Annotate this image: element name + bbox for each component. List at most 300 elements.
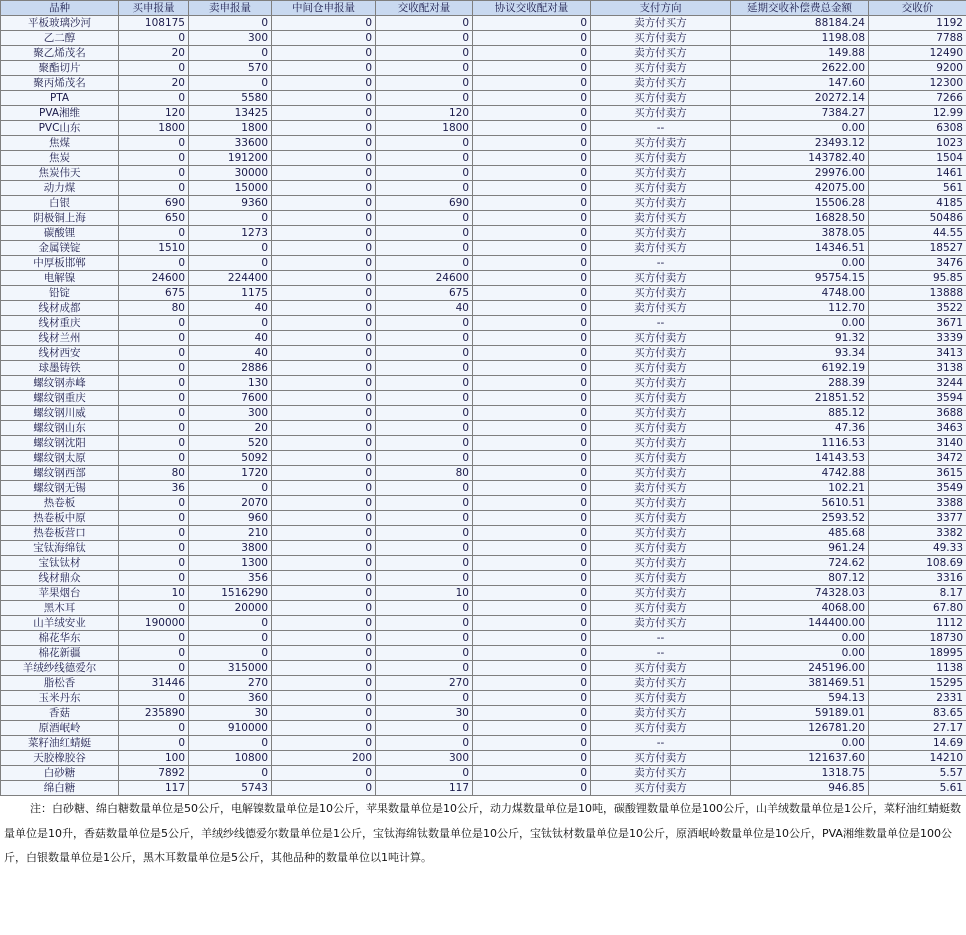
delivery-price-cell: 3138: [869, 361, 966, 376]
agreement-matched-cell: 0: [473, 241, 591, 256]
variety-cell: 菜籽油红蜻蜓: [1, 736, 119, 751]
buy-declared-cell: 108175: [119, 16, 189, 31]
delivery-matched-cell: 0: [376, 721, 473, 736]
payment-direction-cell: 卖方付买方: [591, 301, 731, 316]
payment-direction-cell: 买方付卖方: [591, 751, 731, 766]
table-row: [1, 271, 966, 286]
payment-direction-cell: 买方付卖方: [591, 31, 731, 46]
agreement-matched-cell: 0: [473, 46, 591, 61]
agreement-matched-cell: 0: [473, 376, 591, 391]
delivery-matched-cell: 0: [376, 496, 473, 511]
buy-declared-cell: 36: [119, 481, 189, 496]
delivery-matched-cell: 0: [376, 256, 473, 271]
intermediate-declared-cell: 0: [272, 781, 376, 796]
compensation-total-cell: 16828.50: [731, 211, 869, 226]
table-row: [1, 541, 966, 556]
payment-direction-cell: 买方付卖方: [591, 286, 731, 301]
compensation-total-cell: 93.34: [731, 346, 869, 361]
compensation-total-cell: 1318.75: [731, 766, 869, 781]
table-row: [1, 301, 966, 316]
payment-direction-cell: 卖方付买方: [591, 676, 731, 691]
payment-direction-cell: 买方付卖方: [591, 721, 731, 736]
payment-direction-cell: 买方付卖方: [591, 586, 731, 601]
table-row: [1, 451, 966, 466]
variety-cell: 阴极铜上海: [1, 211, 119, 226]
agreement-matched-cell: 0: [473, 571, 591, 586]
sell-declared-cell: 300: [189, 406, 272, 421]
payment-direction-cell: 买方付卖方: [591, 136, 731, 151]
intermediate-declared-cell: 0: [272, 556, 376, 571]
column-header-intermediate-declared: 中间仓申报量: [272, 1, 376, 16]
agreement-matched-cell: 0: [473, 136, 591, 151]
sell-declared-cell: 0: [189, 616, 272, 631]
agreement-matched-cell: 0: [473, 196, 591, 211]
table-row: [1, 676, 966, 691]
intermediate-declared-cell: 0: [272, 526, 376, 541]
buy-declared-cell: 80: [119, 466, 189, 481]
sell-declared-cell: 1800: [189, 121, 272, 136]
buy-declared-cell: 0: [119, 661, 189, 676]
table-row: [1, 106, 966, 121]
sell-declared-cell: 0: [189, 241, 272, 256]
delivery-price-cell: 12300: [869, 76, 966, 91]
compensation-total-cell: 4742.88: [731, 466, 869, 481]
compensation-total-cell: 88184.24: [731, 16, 869, 31]
sell-declared-cell: 9360: [189, 196, 272, 211]
variety-cell: 线材兰州: [1, 331, 119, 346]
buy-declared-cell: 24600: [119, 271, 189, 286]
variety-cell: 热卷板营口: [1, 526, 119, 541]
table-row: [1, 781, 966, 796]
variety-cell: 螺纹钢沈阳: [1, 436, 119, 451]
buy-declared-cell: 0: [119, 151, 189, 166]
sell-declared-cell: 0: [189, 46, 272, 61]
delivery-price-cell: 5.61: [869, 781, 966, 796]
sell-declared-cell: 15000: [189, 181, 272, 196]
agreement-matched-cell: 0: [473, 421, 591, 436]
variety-cell: 铅锭: [1, 286, 119, 301]
variety-cell: 平板玻璃沙河: [1, 16, 119, 31]
table-row: [1, 646, 966, 661]
buy-declared-cell: 1800: [119, 121, 189, 136]
table-row: [1, 361, 966, 376]
sell-declared-cell: 3800: [189, 541, 272, 556]
agreement-matched-cell: 0: [473, 721, 591, 736]
sell-declared-cell: 2070: [189, 496, 272, 511]
payment-direction-cell: 买方付卖方: [591, 331, 731, 346]
delivery-matched-cell: 0: [376, 571, 473, 586]
delivery-price-cell: 1192: [869, 16, 966, 31]
compensation-total-cell: 0.00: [731, 316, 869, 331]
delivery-price-cell: 8.17: [869, 586, 966, 601]
agreement-matched-cell: 0: [473, 151, 591, 166]
intermediate-declared-cell: 0: [272, 16, 376, 31]
intermediate-declared-cell: 0: [272, 301, 376, 316]
compensation-total-cell: 0.00: [731, 121, 869, 136]
delivery-matched-cell: 0: [376, 631, 473, 646]
compensation-total-cell: 245196.00: [731, 661, 869, 676]
column-header-delivery-price: 交收价: [869, 1, 966, 16]
agreement-matched-cell: 0: [473, 511, 591, 526]
intermediate-declared-cell: 0: [272, 271, 376, 286]
compensation-total-cell: 95754.15: [731, 271, 869, 286]
intermediate-declared-cell: 0: [272, 376, 376, 391]
intermediate-declared-cell: 0: [272, 616, 376, 631]
sell-declared-cell: 130: [189, 376, 272, 391]
table-row: [1, 631, 966, 646]
sell-declared-cell: 360: [189, 691, 272, 706]
intermediate-declared-cell: 0: [272, 136, 376, 151]
buy-declared-cell: 0: [119, 631, 189, 646]
sell-declared-cell: 0: [189, 631, 272, 646]
payment-direction-cell: --: [591, 256, 731, 271]
compensation-total-cell: 2593.52: [731, 511, 869, 526]
agreement-matched-cell: 0: [473, 31, 591, 46]
buy-declared-cell: 0: [119, 226, 189, 241]
payment-direction-cell: 买方付卖方: [591, 166, 731, 181]
sell-declared-cell: 1273: [189, 226, 272, 241]
sell-declared-cell: 224400: [189, 271, 272, 286]
agreement-matched-cell: 0: [473, 181, 591, 196]
variety-cell: 线材鼎众: [1, 571, 119, 586]
variety-cell: 玉米丹东: [1, 691, 119, 706]
table-row: [1, 151, 966, 166]
variety-cell: 螺纹钢赤峰: [1, 376, 119, 391]
delivery-matched-cell: 0: [376, 391, 473, 406]
payment-direction-cell: 买方付卖方: [591, 346, 731, 361]
compensation-total-cell: 1116.53: [731, 436, 869, 451]
table-row: [1, 316, 966, 331]
compensation-total-cell: 143782.40: [731, 151, 869, 166]
column-header-buy-declared: 买申报量: [119, 1, 189, 16]
table-row: [1, 91, 966, 106]
buy-declared-cell: 0: [119, 361, 189, 376]
payment-direction-cell: 卖方付买方: [591, 706, 731, 721]
variety-cell: 绵白糖: [1, 781, 119, 796]
variety-cell: 棉花新疆: [1, 646, 119, 661]
agreement-matched-cell: 0: [473, 556, 591, 571]
delivery-price-cell: 3244: [869, 376, 966, 391]
delivery-price-cell: 18995: [869, 646, 966, 661]
delivery-matched-cell: 0: [376, 316, 473, 331]
delivery-matched-cell: 0: [376, 436, 473, 451]
column-header-delivery-matched: 交收配对量: [376, 1, 473, 16]
sell-declared-cell: 40: [189, 301, 272, 316]
table-row: [1, 691, 966, 706]
intermediate-declared-cell: 0: [272, 106, 376, 121]
table-row: [1, 616, 966, 631]
agreement-matched-cell: 0: [473, 226, 591, 241]
buy-declared-cell: 0: [119, 451, 189, 466]
variety-cell: 焦炭伟天: [1, 166, 119, 181]
intermediate-declared-cell: 0: [272, 601, 376, 616]
compensation-total-cell: 5610.51: [731, 496, 869, 511]
compensation-total-cell: 961.24: [731, 541, 869, 556]
compensation-total-cell: 147.60: [731, 76, 869, 91]
variety-cell: 线材重庆: [1, 316, 119, 331]
delivery-price-cell: 1504: [869, 151, 966, 166]
agreement-matched-cell: 0: [473, 466, 591, 481]
buy-declared-cell: 0: [119, 391, 189, 406]
payment-direction-cell: 买方付卖方: [591, 376, 731, 391]
delivery-matched-cell: 0: [376, 646, 473, 661]
variety-cell: 脂松香: [1, 676, 119, 691]
intermediate-declared-cell: 0: [272, 631, 376, 646]
intermediate-declared-cell: 0: [272, 736, 376, 751]
variety-cell: 宝钛海绵钛: [1, 541, 119, 556]
agreement-matched-cell: 0: [473, 676, 591, 691]
delivery-matched-cell: 0: [376, 361, 473, 376]
delivery-price-cell: 3382: [869, 526, 966, 541]
buy-declared-cell: 0: [119, 511, 189, 526]
intermediate-declared-cell: 0: [272, 226, 376, 241]
delivery-price-cell: 3688: [869, 406, 966, 421]
delivery-price-cell: 18527: [869, 241, 966, 256]
buy-declared-cell: 0: [119, 691, 189, 706]
table-row: [1, 346, 966, 361]
intermediate-declared-cell: 0: [272, 511, 376, 526]
agreement-matched-cell: 0: [473, 61, 591, 76]
sell-declared-cell: 1720: [189, 466, 272, 481]
payment-direction-cell: 买方付卖方: [591, 406, 731, 421]
delivery-price-cell: 1461: [869, 166, 966, 181]
agreement-matched-cell: 0: [473, 526, 591, 541]
table-header-row: [1, 1, 966, 16]
sell-declared-cell: 0: [189, 16, 272, 31]
agreement-matched-cell: 0: [473, 586, 591, 601]
payment-direction-cell: --: [591, 736, 731, 751]
payment-direction-cell: 买方付卖方: [591, 601, 731, 616]
compensation-total-cell: 149.88: [731, 46, 869, 61]
sell-declared-cell: 30: [189, 706, 272, 721]
payment-direction-cell: 买方付卖方: [591, 91, 731, 106]
delivery-price-cell: 18730: [869, 631, 966, 646]
sell-declared-cell: 0: [189, 316, 272, 331]
compensation-total-cell: 144400.00: [731, 616, 869, 631]
delivery-matched-cell: 0: [376, 766, 473, 781]
payment-direction-cell: 买方付卖方: [591, 691, 731, 706]
delivery-price-cell: 44.55: [869, 226, 966, 241]
sell-declared-cell: 10800: [189, 751, 272, 766]
buy-declared-cell: 0: [119, 541, 189, 556]
delivery-matched-cell: 0: [376, 736, 473, 751]
compensation-total-cell: 0.00: [731, 256, 869, 271]
agreement-matched-cell: 0: [473, 316, 591, 331]
delivery-matched-cell: 0: [376, 31, 473, 46]
delivery-matched-cell: 0: [376, 181, 473, 196]
sell-declared-cell: 40: [189, 346, 272, 361]
buy-declared-cell: 117: [119, 781, 189, 796]
variety-cell: 白砂糖: [1, 766, 119, 781]
sell-declared-cell: 0: [189, 76, 272, 91]
delivery-price-cell: 3463: [869, 421, 966, 436]
variety-cell: 碳酸锂: [1, 226, 119, 241]
buy-declared-cell: 0: [119, 316, 189, 331]
agreement-matched-cell: 0: [473, 436, 591, 451]
table-row: [1, 406, 966, 421]
compensation-total-cell: 288.39: [731, 376, 869, 391]
compensation-total-cell: 885.12: [731, 406, 869, 421]
sell-declared-cell: 191200: [189, 151, 272, 166]
compensation-total-cell: 42075.00: [731, 181, 869, 196]
agreement-matched-cell: 0: [473, 781, 591, 796]
table-row: [1, 706, 966, 721]
variety-cell: 螺纹钢西部: [1, 466, 119, 481]
buy-declared-cell: 0: [119, 646, 189, 661]
compensation-total-cell: 21851.52: [731, 391, 869, 406]
table-row: [1, 391, 966, 406]
column-header-agreement-matched: 协议交收配对量: [473, 1, 591, 16]
delivery-matched-cell: 0: [376, 406, 473, 421]
variety-cell: 焦煤: [1, 136, 119, 151]
delivery-matched-cell: 300: [376, 751, 473, 766]
buy-declared-cell: 0: [119, 526, 189, 541]
variety-cell: 聚酯切片: [1, 61, 119, 76]
table-row: [1, 496, 966, 511]
delivery-matched-cell: 40: [376, 301, 473, 316]
delivery-matched-cell: 10: [376, 586, 473, 601]
table-row: [1, 121, 966, 136]
payment-direction-cell: 买方付卖方: [591, 556, 731, 571]
compensation-total-cell: 1198.08: [731, 31, 869, 46]
agreement-matched-cell: 0: [473, 211, 591, 226]
compensation-total-cell: 594.13: [731, 691, 869, 706]
intermediate-declared-cell: 0: [272, 466, 376, 481]
intermediate-declared-cell: 0: [272, 721, 376, 736]
variety-cell: 线材西安: [1, 346, 119, 361]
sell-declared-cell: 5580: [189, 91, 272, 106]
compensation-total-cell: 74328.03: [731, 586, 869, 601]
variety-cell: 球墨铸铁: [1, 361, 119, 376]
delivery-price-cell: 67.80: [869, 601, 966, 616]
payment-direction-cell: 买方付卖方: [591, 571, 731, 586]
intermediate-declared-cell: 0: [272, 646, 376, 661]
payment-direction-cell: 买方付卖方: [591, 661, 731, 676]
intermediate-declared-cell: 0: [272, 241, 376, 256]
delivery-price-cell: 27.17: [869, 721, 966, 736]
table-row: [1, 376, 966, 391]
delivery-matched-cell: 0: [376, 76, 473, 91]
compensation-total-cell: 946.85: [731, 781, 869, 796]
agreement-matched-cell: 0: [473, 361, 591, 376]
table-row: [1, 511, 966, 526]
delivery-matched-cell: 0: [376, 511, 473, 526]
buy-declared-cell: 80: [119, 301, 189, 316]
delivery-price-cell: 3413: [869, 346, 966, 361]
table-body: [1, 16, 966, 796]
table-row: [1, 556, 966, 571]
sell-declared-cell: 1175: [189, 286, 272, 301]
compensation-total-cell: 724.62: [731, 556, 869, 571]
delivery-price-cell: 4185: [869, 196, 966, 211]
delivery-matched-cell: 1800: [376, 121, 473, 136]
table-row: [1, 196, 966, 211]
delivery-price-cell: 1023: [869, 136, 966, 151]
buy-declared-cell: 7892: [119, 766, 189, 781]
agreement-matched-cell: 0: [473, 541, 591, 556]
column-header-payment-direction: 支付方向: [591, 1, 731, 16]
compensation-total-cell: 6192.19: [731, 361, 869, 376]
table-row: [1, 226, 966, 241]
buy-declared-cell: 690: [119, 196, 189, 211]
agreement-matched-cell: 0: [473, 256, 591, 271]
buy-declared-cell: 31446: [119, 676, 189, 691]
compensation-total-cell: 14346.51: [731, 241, 869, 256]
payment-direction-cell: 买方付卖方: [591, 781, 731, 796]
table-row: [1, 721, 966, 736]
agreement-matched-cell: 0: [473, 301, 591, 316]
sell-declared-cell: 210: [189, 526, 272, 541]
intermediate-declared-cell: 0: [272, 91, 376, 106]
payment-direction-cell: 卖方付买方: [591, 241, 731, 256]
agreement-matched-cell: 0: [473, 481, 591, 496]
delivery-matched-cell: 0: [376, 421, 473, 436]
delivery-matched-cell: 0: [376, 376, 473, 391]
compensation-total-cell: 47.36: [731, 421, 869, 436]
variety-cell: 动力煤: [1, 181, 119, 196]
variety-cell: 热卷板中原: [1, 511, 119, 526]
buy-declared-cell: 20: [119, 46, 189, 61]
sell-declared-cell: 20: [189, 421, 272, 436]
variety-cell: 金属镁锭: [1, 241, 119, 256]
intermediate-declared-cell: 0: [272, 46, 376, 61]
buy-declared-cell: 0: [119, 721, 189, 736]
delivery-price-cell: 3472: [869, 451, 966, 466]
payment-direction-cell: 卖方付买方: [591, 211, 731, 226]
table-row: [1, 31, 966, 46]
buy-declared-cell: 10: [119, 586, 189, 601]
payment-direction-cell: 买方付卖方: [591, 496, 731, 511]
buy-declared-cell: 0: [119, 136, 189, 151]
variety-cell: PVA湘维: [1, 106, 119, 121]
table-row: [1, 436, 966, 451]
delivery-price-cell: 3316: [869, 571, 966, 586]
delivery-price-cell: 3140: [869, 436, 966, 451]
intermediate-declared-cell: 200: [272, 751, 376, 766]
variety-cell: 焦炭: [1, 151, 119, 166]
payment-direction-cell: 买方付卖方: [591, 61, 731, 76]
table-row: [1, 481, 966, 496]
sell-declared-cell: 315000: [189, 661, 272, 676]
delivery-matched-cell: 0: [376, 61, 473, 76]
payment-direction-cell: 卖方付买方: [591, 766, 731, 781]
variety-cell: 羊绒纱线德爱尔: [1, 661, 119, 676]
delivery-price-cell: 15295: [869, 676, 966, 691]
variety-cell: 天胶橡胶谷: [1, 751, 119, 766]
variety-cell: 螺纹钢太原: [1, 451, 119, 466]
intermediate-declared-cell: 0: [272, 766, 376, 781]
delivery-price-cell: 6308: [869, 121, 966, 136]
delivery-matched-cell: 0: [376, 481, 473, 496]
delivery-price-cell: 9200: [869, 61, 966, 76]
table-row: [1, 751, 966, 766]
sell-declared-cell: 1516290: [189, 586, 272, 601]
delivery-price-cell: 2331: [869, 691, 966, 706]
buy-declared-cell: 675: [119, 286, 189, 301]
buy-declared-cell: 0: [119, 31, 189, 46]
sell-declared-cell: 0: [189, 256, 272, 271]
variety-cell: 螺纹钢重庆: [1, 391, 119, 406]
intermediate-declared-cell: 0: [272, 256, 376, 271]
buy-declared-cell: 0: [119, 601, 189, 616]
compensation-total-cell: 126781.20: [731, 721, 869, 736]
delivery-matched-cell: 0: [376, 556, 473, 571]
delivery-matched-cell: 0: [376, 16, 473, 31]
delivery-matched-cell: 120: [376, 106, 473, 121]
variety-cell: 苹果烟台: [1, 586, 119, 601]
delivery-matched-cell: 0: [376, 691, 473, 706]
agreement-matched-cell: 0: [473, 121, 591, 136]
